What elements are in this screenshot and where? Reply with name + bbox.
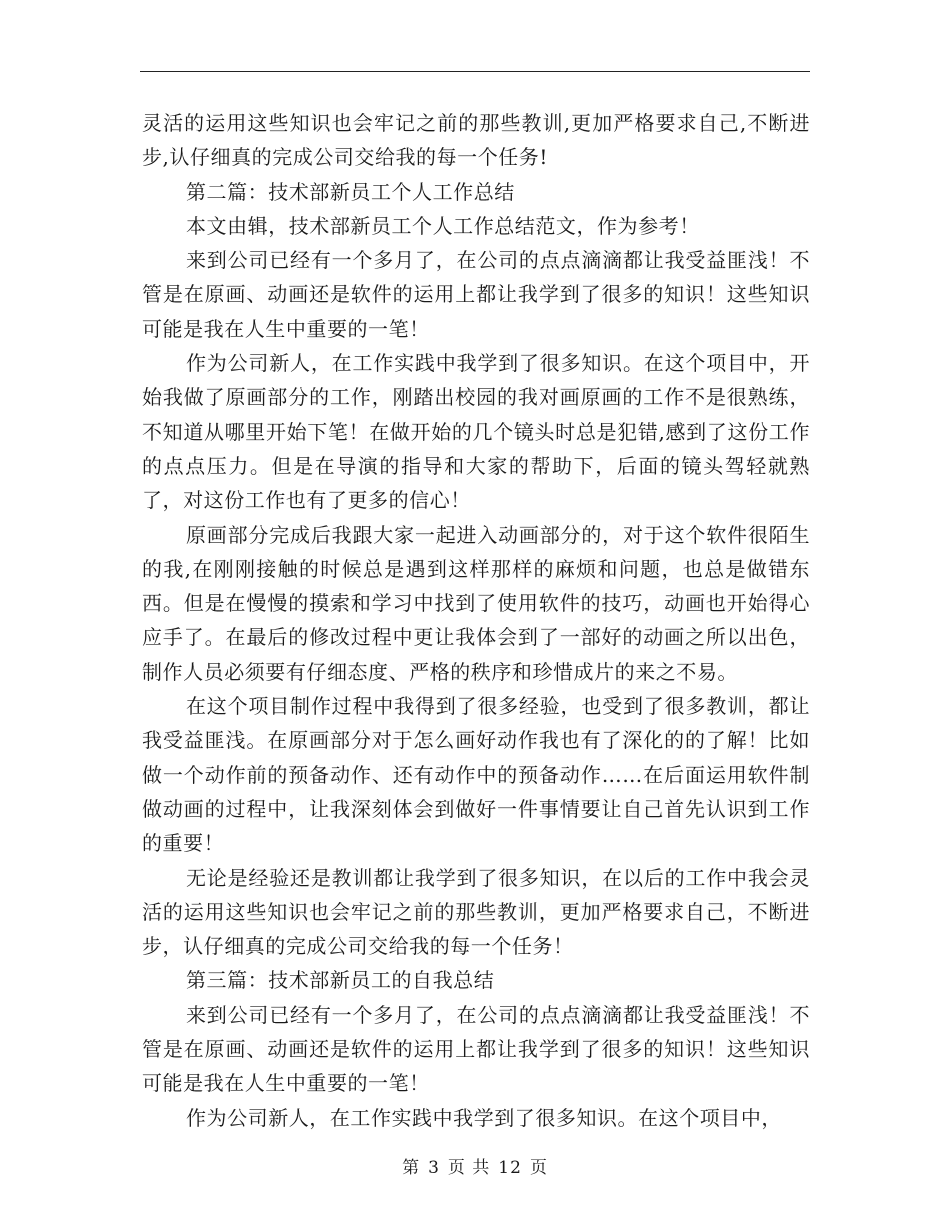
section-heading: 第三篇：技术部新员工的自我总结 (186, 968, 495, 993)
footer-suffix: 页 (529, 1158, 548, 1178)
paragraph: 来到公司已经有一个多月了，在公司的点点滴滴都让我受益匪浅！不管是在原画、动画还是软件的运用上都让我学到了很多的知识！这些知识可能是我在人生中重要的一笔！ (142, 248, 810, 341)
paragraph: 作为公司新人，在工作实践中我学到了很多知识。在这个项目中， (186, 1105, 782, 1130)
paragraph: 本文由辑，技术部新员工个人工作总结范文，作为参考！ (186, 213, 700, 238)
paragraph: 作为公司新人，在工作实践中我学到了很多知识。在这个项目中，开始我做了原画部分的工作，刚踏出校园的我对画原画的工作不是很熟练，不知道从哪里开始下笔！在做开始的几个镜头时总是犯错,感到了这份工作的点点压力。但是在导演的指导和大家的帮助下，后面的镜头驾轻就熟了，对这份工作也有了更多的信心！ (142, 351, 810, 513)
page-footer (0, 1153, 950, 1178)
total-pages: 12 (498, 1158, 522, 1178)
section-heading: 第二篇：技术部新员工个人工作总结 (186, 179, 515, 204)
paragraph: 无论是经验还是教训都让我学到了很多知识，在以后的工作中我会灵活的运用这些知识也会牢记之前的那些教训，更加严格要求自己，不断进步，认仔细真的完成公司交给我的每一个任务！ (142, 865, 810, 959)
body-text (142, 106, 810, 1135)
footer-middle: 页 共 (447, 1158, 491, 1178)
page-number: 3 (428, 1158, 440, 1178)
paragraph: 在这个项目制作过程中我得到了很多经验，也受到了很多教训，都让我受益匪浅。在原画部分对于怎么画好动作我也有了深化的的了解！比如做一个动作前的预备动作、还有动作中的预备动作……在后面运用软件制做动画的过程中，让我深刻体会到做好一件事情要让自己首先认识到工作的重要！ (142, 694, 810, 856)
header-rule (140, 71, 810, 72)
paragraph: 灵活的运用这些知识也会牢记之前的那些教训,更加严格要求自己,不断进步,认仔细真的完成公司交给我的每一个任务! (142, 111, 810, 170)
paragraph: 原画部分完成后我跟大家一起进入动画部分的，对于这个软件很陌生的我,在刚刚接触的时候总是遇到这样那样的麻烦和问题，也总是做错东西。但是在慢慢的摸索和学习中找到了使用软件的技巧，动画也开始得心应手了。在最后的修改过程中更让我体会到了一部好的动画之所以出色，制作人员必须要有仔细态度、严格的秩序和珍惜成片的来之不易。 (142, 522, 810, 684)
paragraph: 来到公司已经有一个多月了，在公司的点点滴滴都让我受益匪浅！不管是在原画、动画还是软件的运用上都让我学到了很多的知识！这些知识可能是我在人生中重要的一笔！ (142, 1002, 810, 1096)
footer-prefix: 第 (402, 1158, 421, 1178)
